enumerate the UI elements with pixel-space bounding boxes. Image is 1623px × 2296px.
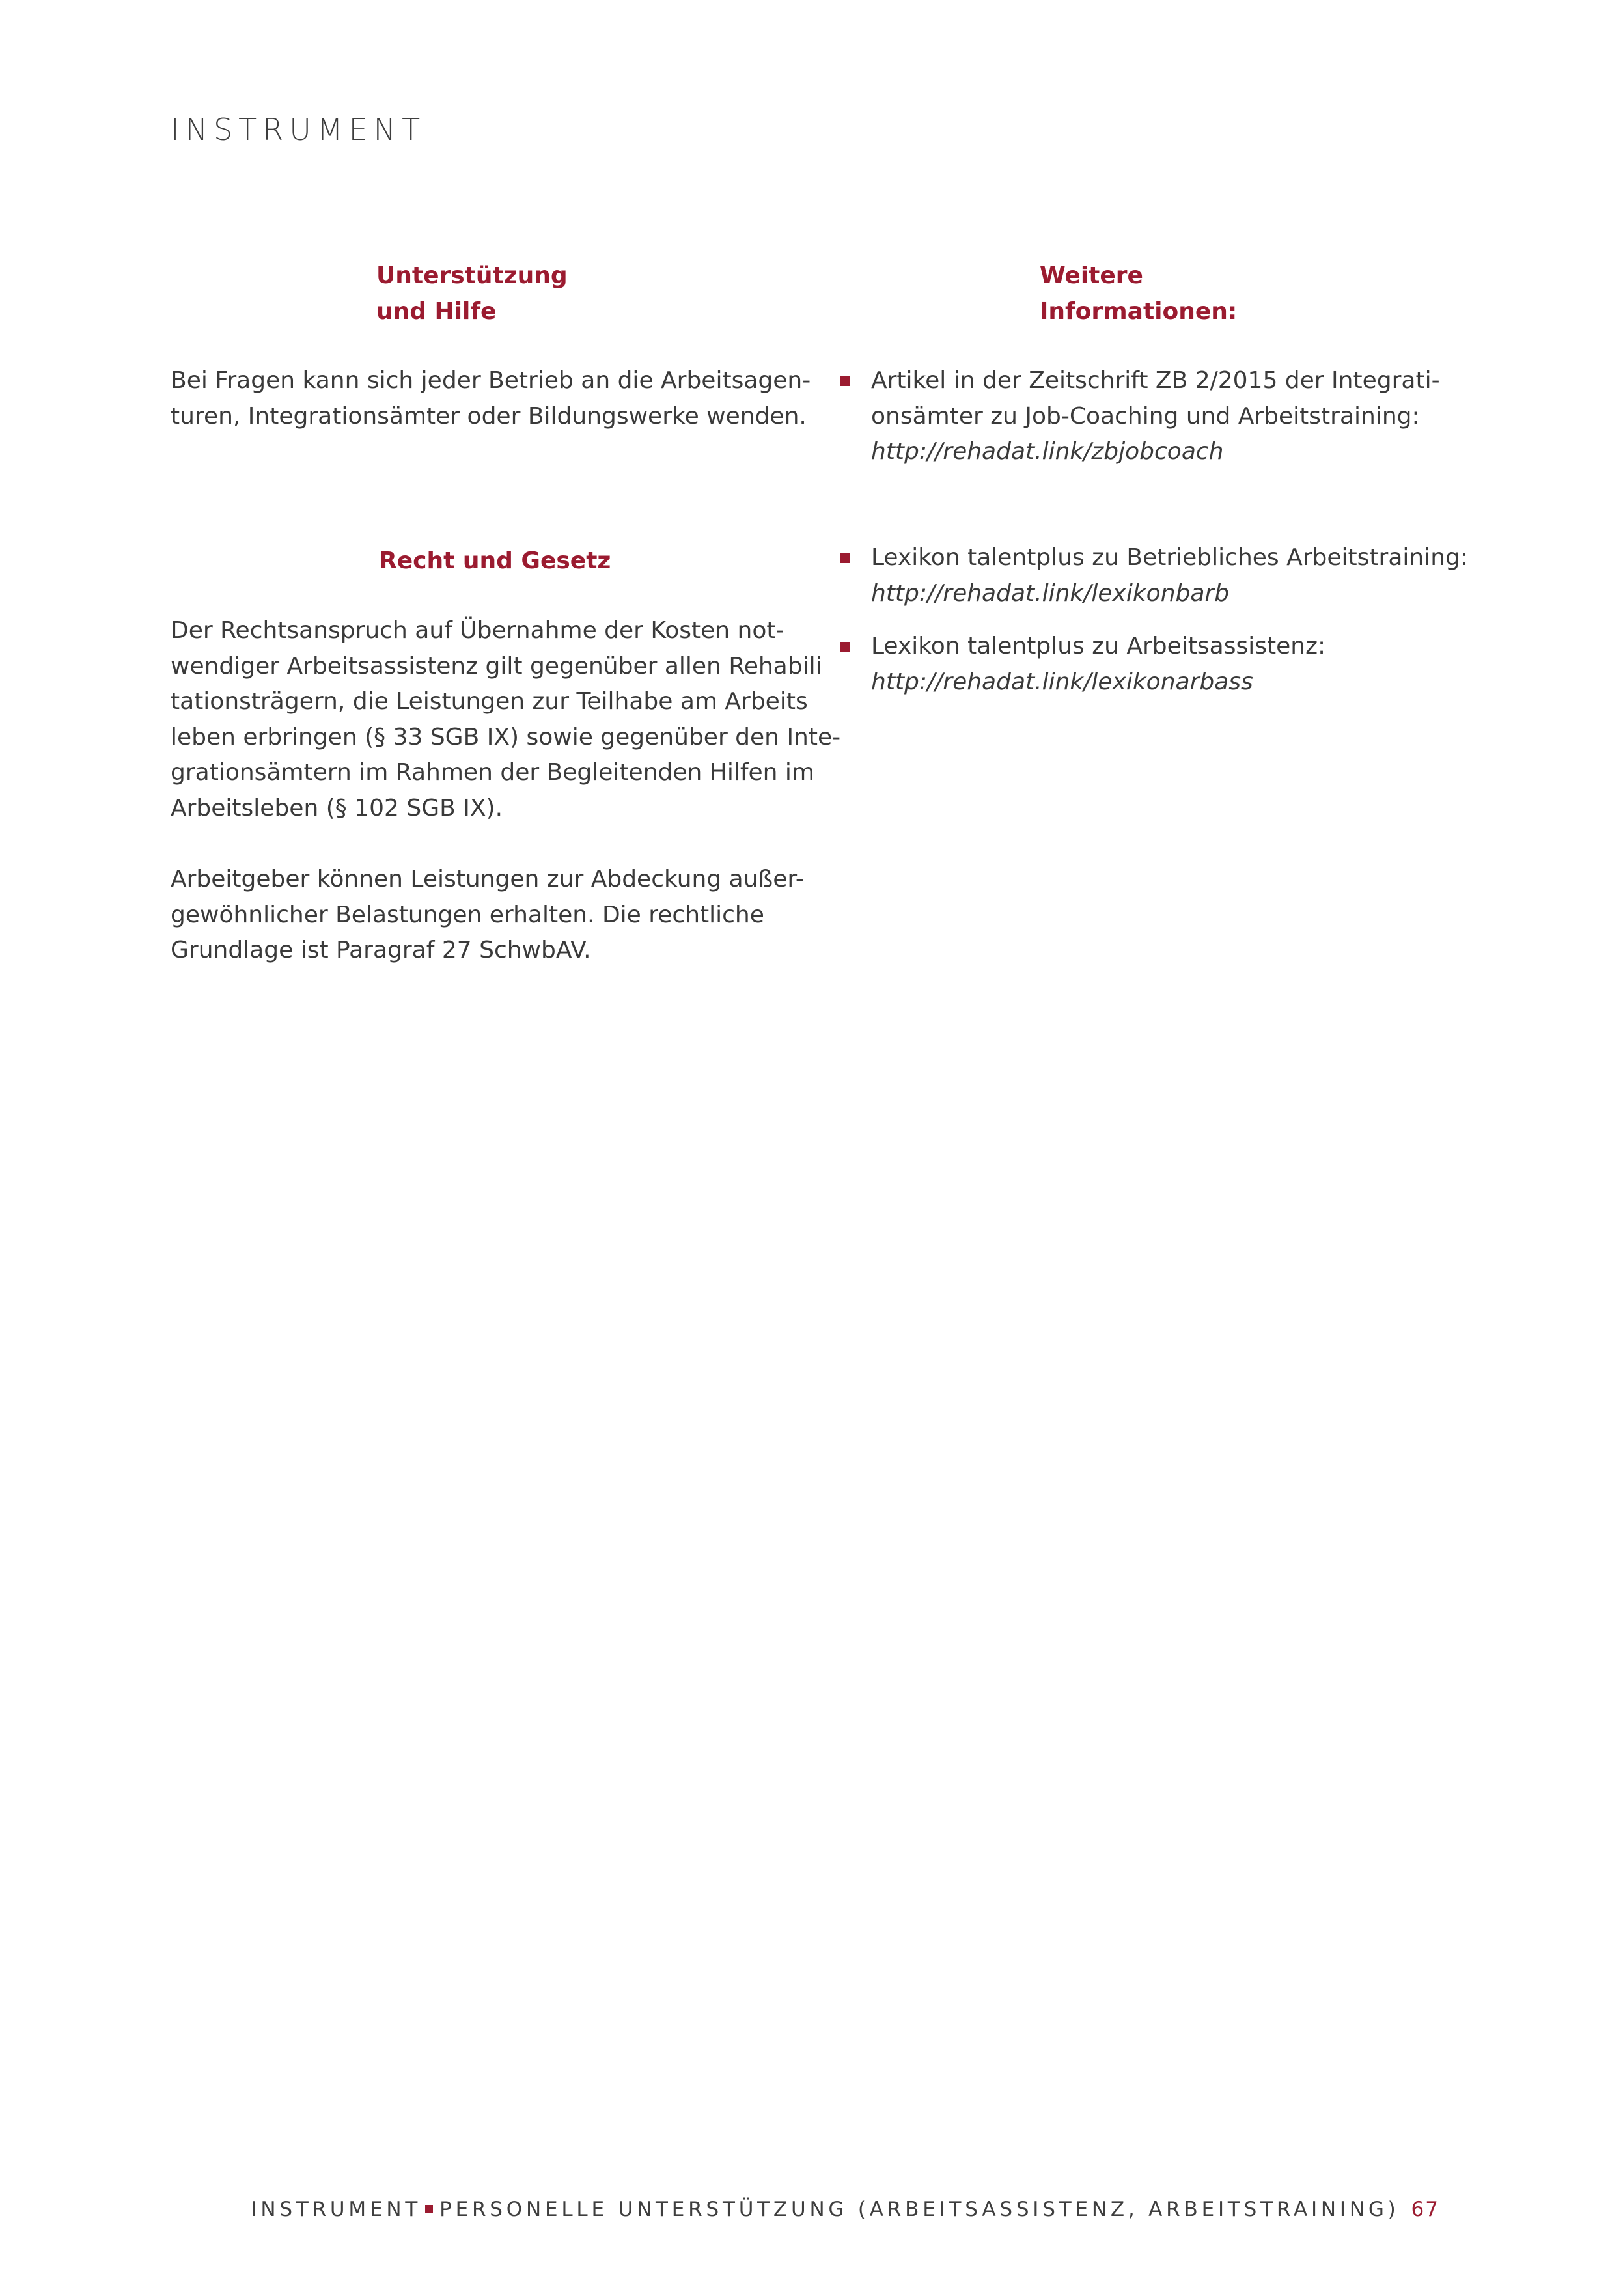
- list-item-line: onsämter zu Job-Coaching und Arbeitstraining:: [871, 402, 1420, 430]
- law-text-line: gewöhnlicher Belastungen erhalten. Die rechtliche: [171, 901, 764, 928]
- law-text-line: leben erbringen (§ 33 SGB IX) sowie gegenüber den Inte-: [171, 723, 841, 751]
- further-info-heading: [1040, 258, 1237, 329]
- link-lexikonbarb[interactable]: http://rehadat.link/lexikonbarb: [871, 579, 1230, 607]
- footer-right: PERSONELLE UNTERSTÜTZUNG (ARBEITSASSISTENZ, ARBEITSTRAINING): [439, 2198, 1400, 2221]
- support-text: [171, 363, 811, 434]
- page-number: 67: [1411, 2198, 1439, 2221]
- running-header: INSTRUMENT: [171, 112, 426, 147]
- support-heading-line2: und Hilfe: [376, 298, 497, 325]
- law-heading: Recht und Gesetz: [379, 547, 611, 574]
- law-text-line: wendiger Arbeitsassistenz gilt gegenüber allen Rehabili: [171, 652, 822, 680]
- list-item: [871, 540, 1468, 611]
- list-item-line: Lexikon talentplus zu Arbeitsassistenz:: [871, 633, 1326, 659]
- square-bullet-icon: [425, 2205, 433, 2213]
- law-text-line: grationsämtern im Rahmen der Begleitenden Hilfen im: [171, 759, 814, 786]
- list-item-line: Artikel in der Zeitschrift ZB 2/2015 der Integrati-: [871, 367, 1440, 394]
- support-heading-line1: Unterstützung: [376, 262, 568, 289]
- law-text-line: tationsträgern, die Leistungen zur Teilhabe am Arbeits: [171, 688, 808, 715]
- square-bullet-icon: [840, 553, 850, 563]
- law-text-line: Grundlage ist Paragraf 27 SchwbAV.: [171, 937, 591, 963]
- running-footer: [251, 2198, 1439, 2221]
- list-item: [871, 363, 1440, 470]
- law-paragraph-2: [171, 862, 804, 969]
- list-item-line: Lexikon talentplus zu Betriebliches Arbeitstraining:: [871, 544, 1468, 571]
- law-text-line: Arbeitgeber können Leistungen zur Abdeckung außer-: [171, 866, 804, 892]
- square-bullet-icon: [840, 376, 850, 386]
- law-paragraph-1: [171, 613, 840, 826]
- law-text-line: Arbeitsleben (§ 102 SGB IX).: [171, 794, 503, 822]
- list-item: [871, 629, 1325, 700]
- support-heading: [376, 258, 568, 329]
- support-text-line: Bei Fragen kann sich jeder Betrieb an die Arbeitsagen-: [171, 367, 811, 394]
- further-heading-line1: Weitere: [1040, 262, 1143, 289]
- link-zbjobcoach[interactable]: http://rehadat.link/zbjobcoach: [871, 438, 1224, 465]
- footer-left: INSTRUMENT: [251, 2198, 422, 2221]
- support-text-line: turen, Integrationsämter oder Bildungswerke wenden.: [171, 402, 807, 430]
- square-bullet-icon: [840, 642, 850, 652]
- law-text-line: Der Rechtsanspruch auf Übernahme der Kosten not-: [171, 617, 784, 644]
- further-heading-line2: Informationen:: [1040, 298, 1238, 325]
- link-lexikonarbass[interactable]: http://rehadat.link/lexikonarbass: [871, 668, 1253, 695]
